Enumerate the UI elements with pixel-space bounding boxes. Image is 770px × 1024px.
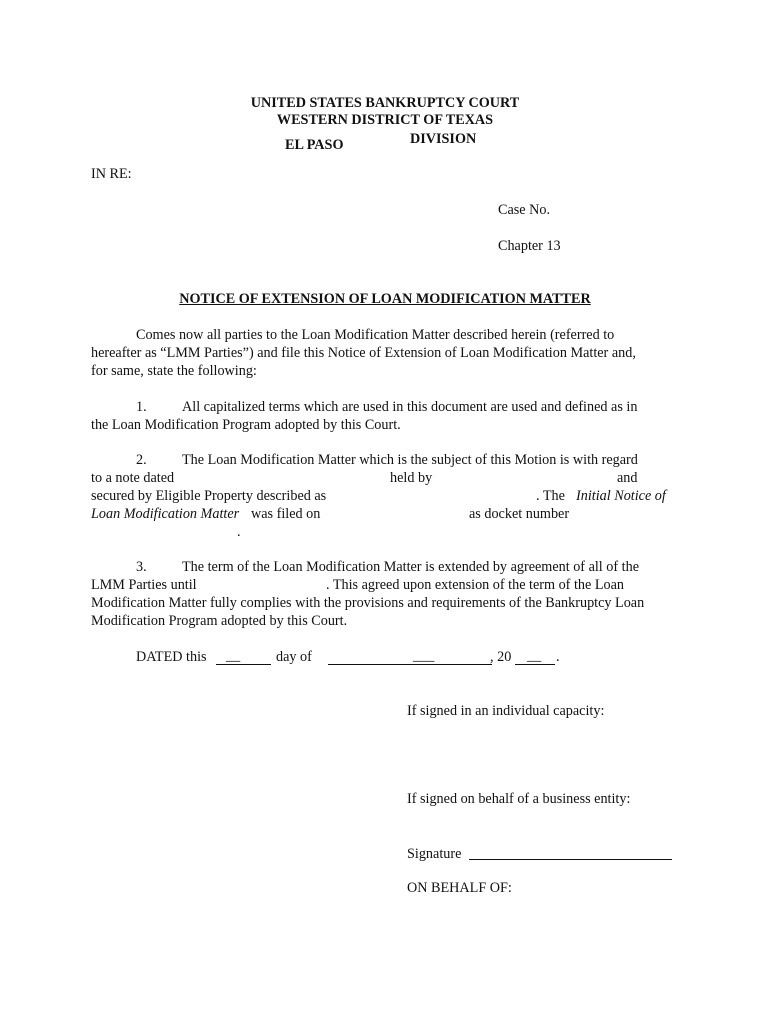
court-name: UNITED STATES BANKRUPTCY COURT xyxy=(250,95,520,111)
para2-period: . xyxy=(237,524,241,540)
case-number-label: Case No. xyxy=(498,202,551,218)
para2-filed-on: was filed on xyxy=(251,506,321,522)
para2-note-dated: to a note dated xyxy=(91,470,175,486)
district-name: WESTERN DISTRICT OF TEXAS xyxy=(276,112,494,128)
intro-line-3: for same, state the following: xyxy=(91,363,257,379)
dated-year-prefix: , 20 xyxy=(490,649,512,665)
division-city: EL PASO xyxy=(285,137,344,153)
para1-number: 1. xyxy=(136,399,147,415)
individual-capacity-label: If signed in an individual capacity: xyxy=(407,703,605,719)
on-behalf-of-label: ON BEHALF OF: xyxy=(407,880,512,896)
para1-line-1: All capitalized terms which are used in this document are used and defined as in xyxy=(182,399,638,415)
para2-and: and xyxy=(617,470,638,486)
para2-held-by: held by xyxy=(390,470,433,486)
para2-secured-by: secured by Eligible Property described as xyxy=(91,488,327,504)
business-entity-label: If signed on behalf of a business entity: xyxy=(407,791,631,807)
dated-month-line xyxy=(328,664,492,665)
in-re-label: IN RE: xyxy=(91,166,132,182)
para2-initial-notice: Initial Notice of xyxy=(576,488,666,504)
chapter-label: Chapter 13 xyxy=(498,238,561,254)
dated-month-fill: ___ xyxy=(413,648,435,664)
division-label: DIVISION xyxy=(410,131,477,147)
intro-line-1: Comes now all parties to the Loan Modification Matter described herein (referred to xyxy=(136,327,615,343)
para2-number: 2. xyxy=(136,452,147,468)
para3-line-3: Modification Matter fully complies with the provisions and requirements of the Bankruptcy Loan xyxy=(91,595,645,611)
intro-line-2: hereafter as “LMM Parties”) and file this Notice of Extension of Loan Modification Matter and, xyxy=(91,345,636,361)
para1-line-2: the Loan Modification Program adopted by this Court. xyxy=(91,417,401,433)
para2-line-1: The Loan Modification Matter which is the subject of this Motion is with regard xyxy=(182,452,638,468)
dated-label: DATED this xyxy=(136,649,207,665)
para3-extension: . This agreed upon extension of the term of the Loan xyxy=(326,577,624,593)
dated-day-fill: __ xyxy=(226,648,241,664)
para3-lmm-until: LMM Parties until xyxy=(91,577,197,593)
dated-day-of: day of xyxy=(276,649,312,665)
dated-year-line xyxy=(515,664,555,665)
para3-line-4: Modification Program adopted by this Court. xyxy=(91,613,348,629)
para3-line-1: The term of the Loan Modification Matter is extended by agreement of all of the xyxy=(182,559,639,575)
signature-label: Signature xyxy=(407,846,462,862)
dated-day-line xyxy=(216,664,271,665)
para2-docket-number: as docket number xyxy=(469,506,570,522)
para2-loan-mod-matter: Loan Modification Matter xyxy=(91,506,240,522)
para3-number: 3. xyxy=(136,559,147,575)
document-title: NOTICE OF EXTENSION OF LOAN MODIFICATION MATTER xyxy=(179,291,591,307)
dated-period: . xyxy=(556,649,560,665)
dated-year-fill: __ xyxy=(527,648,542,664)
para2-the: . The xyxy=(536,488,565,504)
signature-line xyxy=(469,859,672,860)
